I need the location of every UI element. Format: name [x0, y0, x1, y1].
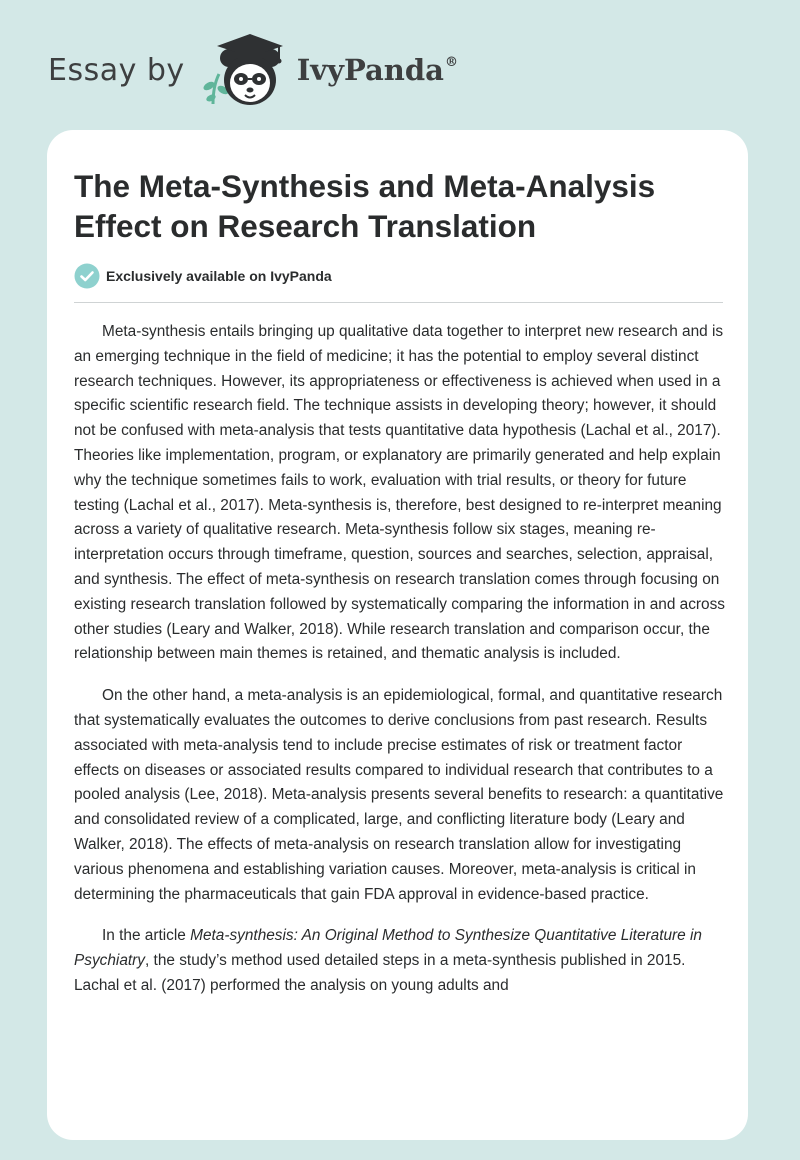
essay-title: The Meta-Synthesis and Meta-Analysis Effect on Research Translation	[74, 168, 656, 244]
source-title: Meta-synthesis: An Original Method to Synthesize Quantitative Literature in Psychiatry	[74, 927, 702, 970]
paragraph-2: On the other hand, a meta-analysis is an epidemiological, formal, and quantitative research that systematically evaluates the outcomes to derive conclusions from past research. Results associated with meta-analysis tend to include precise estimates of risk or treatment factor effects on diseases or associated results compared to individual research that contributes to a pooled analysis (Lee, 2018). Meta-analysis presents several benefits to research: a quantitative and consolidated review of a complicated, large, and conflicting literature body (Leary and Walker, 2018). The effects of meta-analysis on research translation allow for investigating various phenomena and establishing variation causes. Moreover, meta-analysis is critical in determining the pharmaceuticals that gain FDA approval in evidence-based practice.	[74, 687, 724, 903]
essay-card	[47, 130, 748, 1140]
brand-header	[48, 30, 458, 110]
exclusive-label: Exclusively available on IvyPanda	[106, 268, 332, 284]
brand-name: IvyPanda®	[296, 53, 458, 87]
paragraph-3: In the article Meta-synthesis: An Original Method to Synthesize Quantitative Literature in Psychiatry, the study’s method used detailed steps in a meta-synthesis published in 2015. Lachal et al. (2017) performed the analysis on young adults and	[74, 927, 702, 994]
paragraph-1: Meta-synthesis entails bringing up qualitative data together to interpret new research and is an emerging technique in the field of medicine; it has the potential to employ several distinct research techniques. However, its appropriateness or effectiveness is achieved when used in a specific scientific research field. The technique assists in developing theory; however, it should not be confused with meta-analysis that tests quantitative data hypothesis (Lachal et al., 2017). Theories like implementation, program, or explanatory are primarily generated and help explain why the technique sometimes fails to work, evaluation with trial results, or theory for future testing (Lachal et al., 2017). Meta-synthesis is, therefore, best designed to re-interpret meaning across a variety of qualitative research. Meta-synthesis follow six stages, meaning re-interpretation occurs through timeframe, question, sources and searches, selection, appraisal, and synthesis. The effect of meta-synthesis on research translation comes through focusing on existing research translation followed by systematically comparing the information in and across other studies (Leary and Walker, 2018). While research translation and comparison occur, the relationship between main themes is retained, and thematic analysis is included.	[74, 323, 725, 663]
essay-body	[74, 320, 726, 1016]
check-circle-icon	[74, 263, 100, 289]
panda-graduate-icon	[199, 30, 291, 110]
registered-mark: ®	[444, 55, 458, 70]
brand-prefix: Essay by	[48, 52, 185, 88]
title-divider	[74, 302, 723, 303]
exclusive-badge	[74, 263, 332, 289]
